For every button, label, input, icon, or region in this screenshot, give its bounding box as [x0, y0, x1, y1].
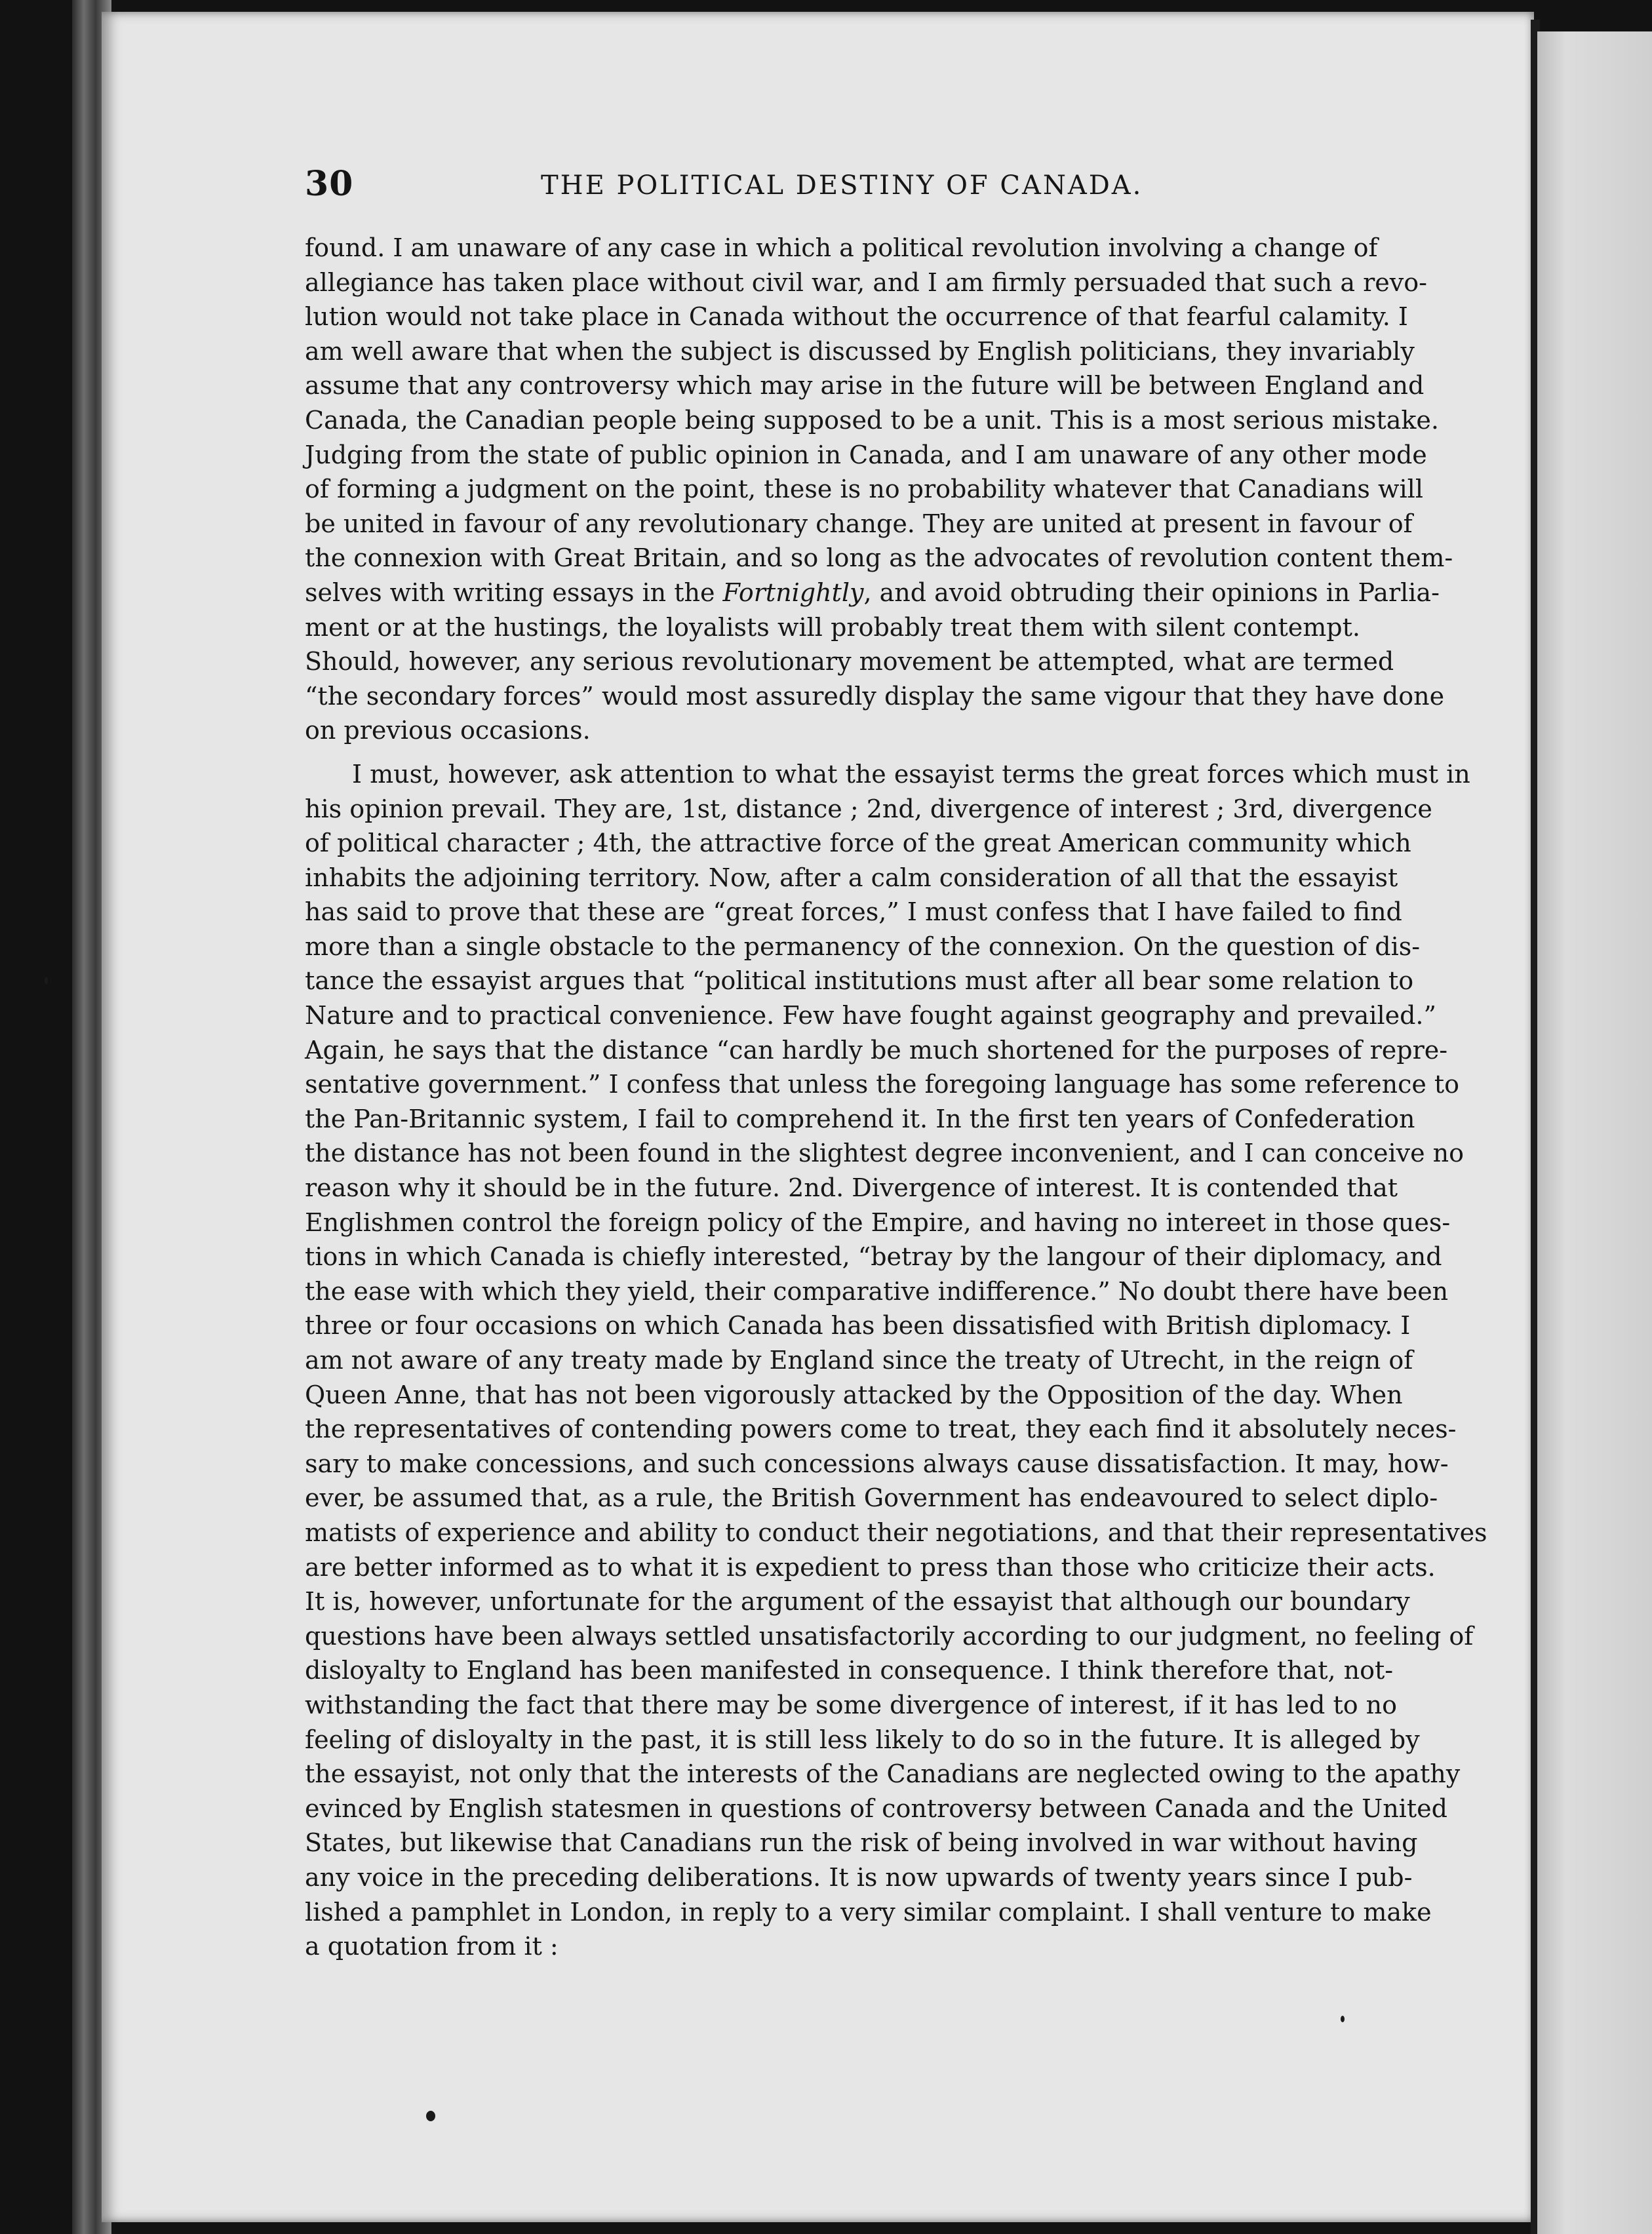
text-line: Nature and to practical convenience. Few have fought against geography and prevailed.”: [305, 1001, 1436, 1030]
text-line: lished a pamphlet in London, in reply to a very similar complaint. I shall venture to make: [305, 1897, 1432, 1927]
text-line: am not aware of any treaty made by England since the treaty of Utrecht, in the reign of: [305, 1346, 1413, 1375]
text-line: withstanding the fact that there may be some divergence of interest, if it has led to no: [305, 1690, 1398, 1719]
text-line: any voice in the preceding deliberations. It is now upwards of twenty years since I pub-: [305, 1862, 1413, 1892]
text-line: lution would not take place in Canada without the occurrence of that fearful calamity. I: [305, 302, 1408, 332]
ink-speck: [426, 2111, 435, 2121]
ink-speck: [1341, 2016, 1345, 2022]
text-line: reason why it should be in the future. 2nd. Divergence of interest. It is contended that: [305, 1173, 1398, 1203]
text-line: Should, however, any serious revolutionary movement be attempted, what are termed: [305, 647, 1394, 676]
text-line: ever, be assumed that, as a rule, the British Government has endeavoured to select diplo-: [305, 1483, 1438, 1513]
text-line: am well aware that when the subject is discussed by English politicians, they invariably: [305, 336, 1415, 366]
text-line: evinced by English statesmen in questions of controversy between Canada and the United: [305, 1793, 1447, 1823]
text-line: ment or at the hustings, the loyalists will probably treat them with silent contempt.: [305, 612, 1360, 642]
text-line: feeling of disloyalty in the past, it is still less likely to do so in the future. It is alleged by: [305, 1725, 1420, 1754]
text-line: allegiance has taken place without civil war, and I am firmly persuaded that such a revo-: [305, 267, 1427, 297]
text-line: matists of experience and ability to conduct their negotiations, and that their representatives: [305, 1518, 1487, 1547]
text-line: assume that any controversy which may arise in the future will be between England and: [305, 371, 1425, 401]
text-line: on previous occasions.: [305, 716, 591, 745]
paragraph-gap: [305, 748, 1360, 757]
text-line: has said to prove that these are “great forces,” I must confess that I have failed to find: [305, 897, 1402, 927]
text-line: the connexion with Great Britain, and so long as the advocates of revolution content them-: [305, 543, 1453, 573]
paragraph-1: [305, 231, 1453, 748]
ink-speck: [45, 977, 48, 985]
body-text: [305, 231, 1487, 1964]
text-line: I must, however, ask attention to what the essayist terms the great forces which must in: [352, 759, 1470, 789]
text-line: the representatives of contending powers come to treat, they each find it absolutely neces-: [305, 1415, 1457, 1444]
text-line: of political character ; 4th, the attractive force of the great American community which: [305, 829, 1411, 858]
text-line: found. I am unaware of any case in which a political revolution involving a change of: [305, 233, 1378, 262]
text-line: “the secondary forces” would most assuredly display the same vigour that they have done: [305, 681, 1445, 711]
text-line: three or four occasions on which Canada has been dissatisfied with British diplomacy. I: [305, 1311, 1411, 1341]
text-line: a quotation from it :: [305, 1932, 559, 1961]
text-line: be united in favour of any revolutionary change. They are united at present in favour of: [305, 509, 1413, 538]
text-line: the Pan-Britannic system, I fail to comprehend it. In the first ten years of Confederation: [305, 1104, 1415, 1133]
text-line: Canada, the Canadian people being supposed to be a unit. This is a most serious mistake.: [305, 405, 1439, 435]
text-line: Again, he says that the distance “can hardly be much shortened for the purposes of repre-: [305, 1035, 1448, 1065]
text-line: tance the essayist argues that “political institutions must after all bear some relation to: [305, 966, 1414, 996]
paragraph-2: [305, 757, 1487, 1964]
text-line: inhabits the adjoining territory. Now, after a calm consideration of all that the essayist: [305, 863, 1398, 892]
text-line: States, but likewise that Canadians run the risk of being involved in war without having: [305, 1828, 1418, 1858]
text-line: sentative government.” I confess that unless the foregoing language has some reference to: [305, 1070, 1460, 1099]
running-head: THE POLITICAL DESTINY OF CANADA.: [541, 170, 1143, 201]
text-line: tions in which Canada is chiefly interested, “betray by the langour of their diplomacy, and: [305, 1242, 1442, 1272]
page-header: [305, 164, 1367, 210]
page-number: 30: [305, 164, 354, 204]
text-line: questions have been always settled unsatisfactorily according to our judgment, no feeling of: [305, 1621, 1474, 1651]
text-line: sary to make concessions, and such concessions always cause dissatisfaction. It may, how-: [305, 1449, 1449, 1478]
text-line: the essayist, not only that the interests of the Canadians are neglected owing to the apathy: [305, 1759, 1461, 1789]
text-line: Queen Anne, that has not been vigorously attacked by the Opposition of the day. When: [305, 1380, 1403, 1409]
facing-page-edge: [1537, 31, 1652, 2234]
text-line: Englishmen control the foreign policy of the Empire, and having no intereet in those ques-: [305, 1207, 1451, 1237]
text-line: Judging from the state of public opinion in Canada, and I am unaware of any other mode: [305, 440, 1427, 469]
text-line: disloyalty to England has been manifested in consequence. I think therefore that, not-: [305, 1656, 1394, 1685]
text-line: are better informed as to what it is expedient to press than those who criticize their acts.: [305, 1552, 1436, 1582]
text-line: more than a single obstacle to the permanency of the connexion. On the question of dis-: [305, 931, 1421, 961]
text-line: the distance has not been found in the slightest degree inconvenient, and I can conceive no: [305, 1139, 1464, 1168]
text-line: his opinion prevail. They are, 1st, distance ; 2nd, divergence of interest ; 3rd, divergence: [305, 794, 1432, 823]
text-line: It is, however, unfortunate for the argument of the essayist that although our boundary: [305, 1587, 1410, 1617]
text-line: of forming a judgment on the point, these is no probability whatever that Canadians will: [305, 475, 1423, 504]
text-line: the ease with which they yield, their comparative indifference.” No doubt there have been: [305, 1276, 1449, 1306]
periodical-title: Fortnightly: [722, 578, 864, 607]
text-line-italic-title: selves with writing essays in the Fortnightly, and avoid obtruding their opinions in Parlia-: [305, 578, 1440, 607]
